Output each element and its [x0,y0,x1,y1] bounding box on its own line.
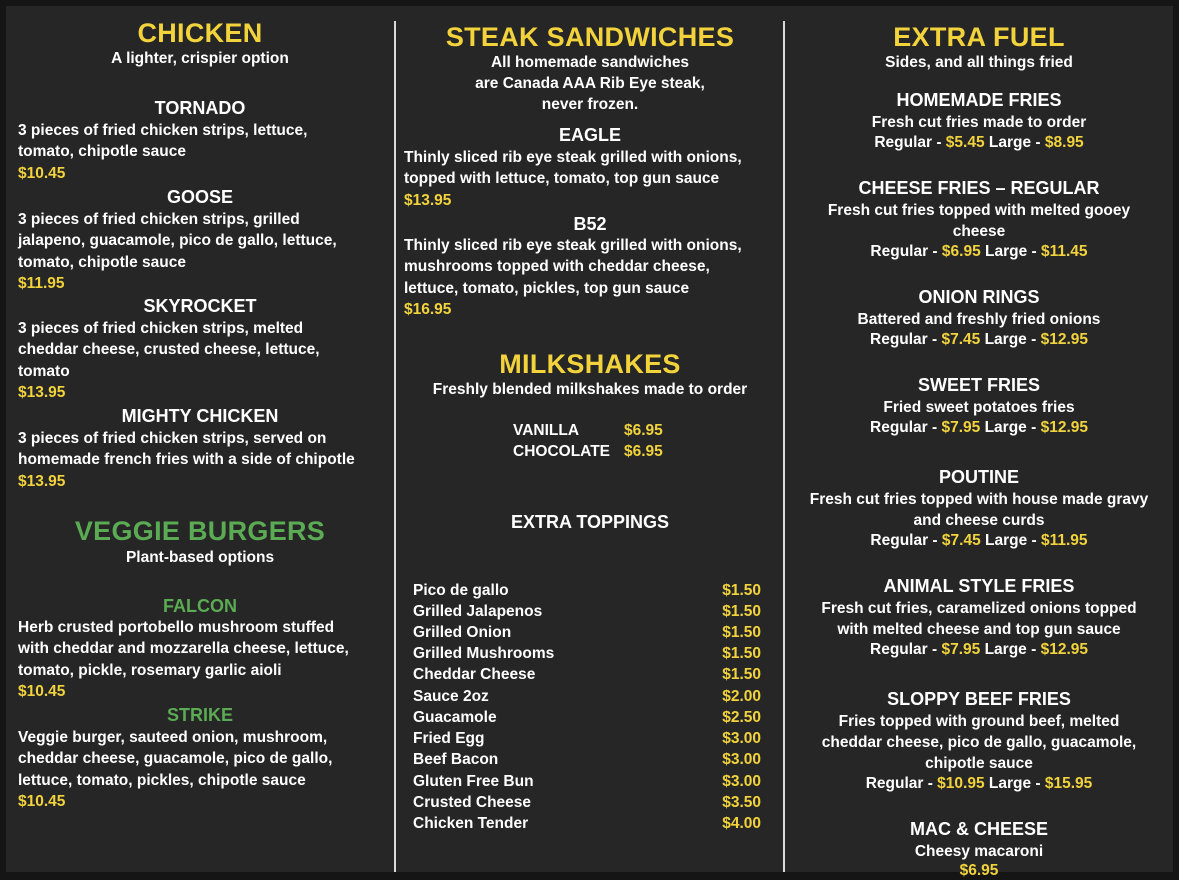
topping-name: Beef Bacon [413,751,499,768]
item-name: SWEET FRIES [917,375,1040,395]
topping-row [413,815,761,833]
item-description: Thinly sliced rib eye steak grilled with onions, mushrooms topped with cheddar cheese, lettuce, tomato, pickles, top gun sauce $16.95 [404,235,780,320]
item-description: Fresh cut fries topped with house made gravy and cheese curds [809,491,1149,529]
topping-price: $3.50 [722,794,761,811]
topping-price: $1.50 [722,666,761,683]
column-left [6,6,394,872]
milkshake-row [513,422,663,440]
chicken-subtitle: A lighter, crispier option [111,50,289,67]
topping-row [413,751,761,769]
item-description: Fresh cut fries made to order [871,114,1087,131]
item-name: ONION RINGS [918,287,1040,307]
topping-price: $1.50 [722,624,761,641]
item-description: Fresh cut fries topped with melted gooey cheese [827,202,1131,240]
item-description: Herb crusted portobello mushroom stuffed with cheddar and mozzarella cheese, lettuce, tomato, pickle, rosemary garlic aioli $10.45 [18,617,382,702]
item-description: Cheesy macaroni [914,843,1044,860]
item-description: 3 pieces of fried chicken strips, grilled jalapeno, guacamole, pico de gallo, lettuce, tomato, chipotle sauce $11.95 [18,209,382,294]
item-price: $13.95 [18,472,66,490]
topping-name: Grilled Onion [413,624,512,641]
item-description: 3 pieces of fried chicken strips, lettuce, tomato, chipotle sauce $10.45 [18,120,382,184]
topping-price: $3.00 [722,751,761,768]
topping-name: Sauce 2oz [413,688,489,705]
item-price: $10.45 [18,792,66,810]
topping-row [413,624,761,642]
item-name: MAC & CHEESE [909,819,1048,839]
item-name: TORNADO [154,98,246,118]
topping-price: $2.00 [722,688,761,705]
item-name: EAGLE [558,125,621,145]
topping-price: $3.00 [722,730,761,747]
veggie-title: VEGGIE BURGERS [74,516,326,546]
topping-price: $2.50 [722,709,761,726]
item-price: $16.95 [404,300,452,318]
topping-row [413,773,761,791]
topping-name: Grilled Mushrooms [413,645,555,662]
topping-row [413,645,761,663]
item-name: HOMEMADE FRIES [896,90,1062,110]
topping-name: Chicken Tender [413,815,529,832]
topping-row [413,688,761,706]
item-price: $13.95 [18,383,66,401]
topping-price: $1.50 [722,603,761,620]
topping-name: Fried Egg [413,730,485,747]
item-price: $13.95 [404,191,452,209]
milkshake-row [513,443,663,461]
topping-row [413,794,761,812]
item-name: MIGHTY CHICKEN [121,406,279,426]
item-description: Fresh cut fries, caramelized onions topped with melted cheese and top gun sauce [821,600,1137,638]
steak-intro: All homemade sandwiches are Canada AAA Rib Eye steak, never frozen. [475,54,705,113]
item-price-line: $6.95 [959,862,999,879]
item-price-line: Regular - $10.95 Large - $15.95 [865,775,1093,792]
item-price-line: Regular - $7.95 Large - $12.95 [870,641,1088,658]
topping-row [413,709,761,727]
toppings-title: EXTRA TOPPINGS [510,512,670,532]
item-name: CHEESE FRIES – REGULAR [858,178,1100,198]
topping-name: Gluten Free Bun [413,773,534,790]
topping-price: $1.50 [722,582,761,599]
topping-name: Cheddar Cheese [413,666,536,683]
topping-name: Pico de gallo [413,582,509,599]
item-price-line: Regular - $7.45 Large - $11.95 [870,532,1088,549]
milkshake-price: $6.95 [624,422,663,439]
menu-board [6,6,1173,879]
item-description: Veggie burger, sauteed onion, mushroom, cheddar cheese, guacamole, pico de gallo, lettuce, tomato, pickles, chipotle sauce $10.45 [18,727,382,812]
veggie-subtitle: Plant-based options [125,549,275,566]
topping-price: $1.50 [722,645,761,662]
milkshake-name: VANILLA [513,422,580,439]
item-description: Fries topped with ground beef, melted cheddar cheese, pico de gallo, guacamole, chipotle sauce [821,713,1137,772]
chicken-title: CHICKEN [137,18,263,48]
item-price: $11.95 [18,274,65,292]
topping-name: Grilled Jalapenos [413,603,543,620]
topping-price: $3.00 [722,773,761,790]
extra-fuel-title: EXTRA FUEL [893,22,1065,52]
item-name: STRIKE [166,705,233,725]
topping-name: Guacamole [413,709,497,726]
item-description: 3 pieces of fried chicken strips, melted cheddar cheese, crusted cheese, lettuce, tomato $13.95 [18,318,382,403]
topping-row [413,730,761,748]
milkshakes-subtitle: Freshly blended milkshakes made to order [432,381,748,398]
item-price-line: Regular - $5.45 Large - $8.95 [874,134,1084,151]
column-middle [396,6,784,872]
milkshake-price: $6.95 [624,443,663,460]
item-description: Fried sweet potatoes fries [883,399,1075,416]
milkshakes-title: MILKSHAKES [499,349,681,379]
extra-fuel-subtitle: Sides, and all things fried [885,54,1073,71]
topping-name: Crusted Cheese [413,794,532,811]
item-description: Battered and freshly fried onions [857,311,1101,328]
item-description: Thinly sliced rib eye steak grilled with onions, topped with lettuce, tomato, top gun sauce $13.95 [404,147,780,211]
item-name: B52 [573,214,607,234]
milkshake-name: CHOCOLATE [513,443,611,460]
item-price: $10.45 [18,682,66,700]
item-name: GOOSE [166,187,233,207]
item-name: ANIMAL STYLE FRIES [883,576,1075,596]
item-description: 3 pieces of fried chicken strips, served on homemade french fries with a side of chipotle $13.95 [18,428,382,492]
item-price-line: Regular - $7.95 Large - $12.95 [870,419,1088,436]
topping-row [413,603,761,621]
steak-title: STEAK SANDWICHES [445,22,735,52]
item-price: $10.45 [18,164,66,182]
item-name: FALCON [163,596,237,616]
topping-row [413,582,761,600]
item-price-line: Regular - $7.45 Large - $12.95 [870,331,1088,348]
item-name: SLOPPY BEEF FRIES [887,689,1071,709]
topping-price: $4.00 [722,815,761,832]
item-price-line: Regular - $6.95 Large - $11.45 [870,243,1088,260]
item-name: SKYROCKET [143,296,257,316]
topping-row [413,666,761,684]
column-right [785,6,1173,879]
item-name: POUTINE [938,467,1019,487]
